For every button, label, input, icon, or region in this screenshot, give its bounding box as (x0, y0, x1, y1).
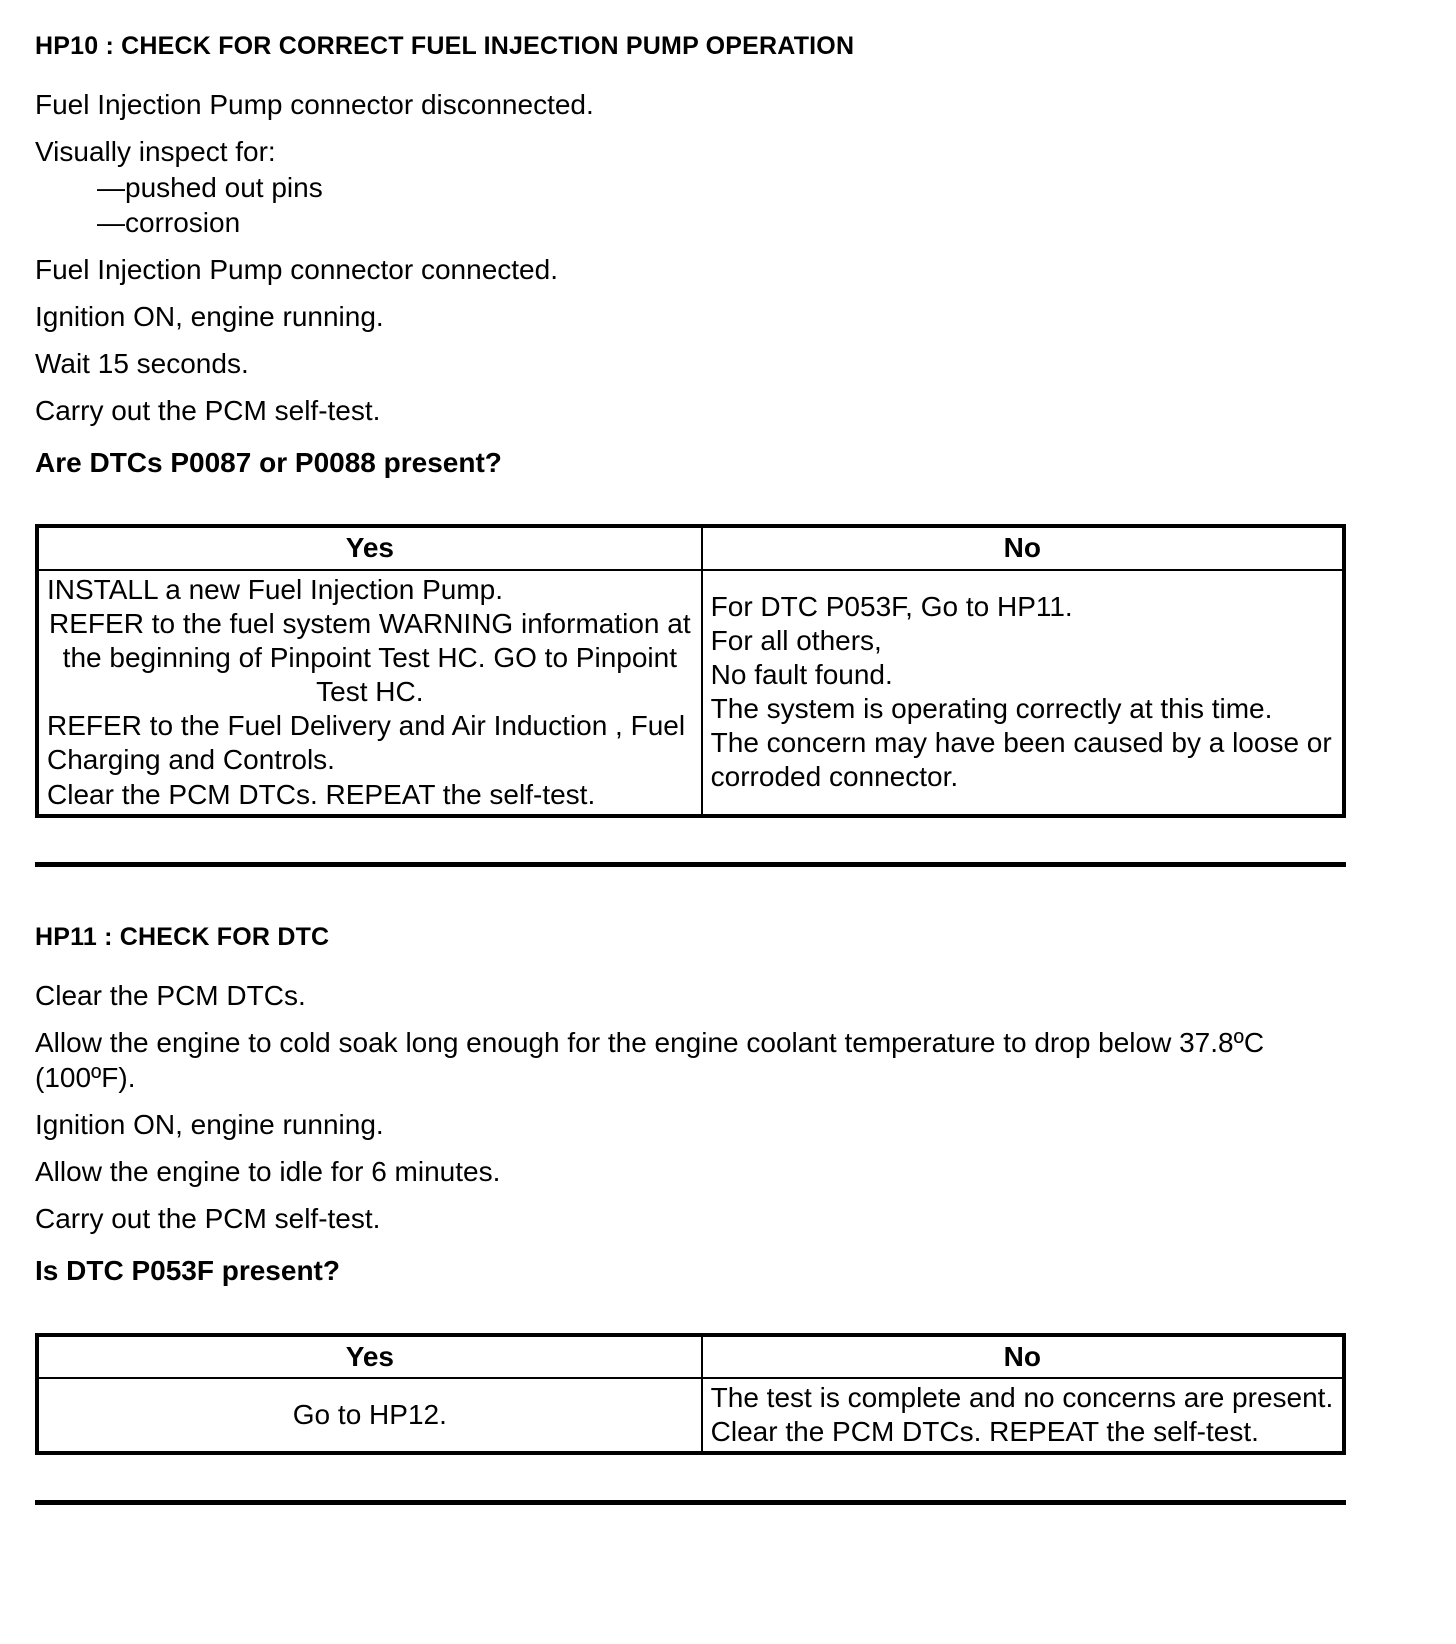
hp11-no-cell (702, 1378, 1344, 1453)
hp10-decision-table (35, 524, 1346, 817)
hp10-yes-text-3: REFER to the Fuel Delivery and Air Induction , Fuel Charging and Controls. (47, 710, 686, 776)
hp10-yes-text-4: Clear the PCM DTCs. REPEAT the self-test. (47, 778, 596, 810)
section-divider (35, 862, 1346, 867)
hp10-step-2: Visually inspect for: (35, 135, 276, 167)
hp11-no-header: No (702, 1335, 1344, 1378)
hp11-step-4: Allow the engine to idle for 6 minutes. (35, 1156, 501, 1188)
hp11-table-header-row (37, 1335, 1344, 1378)
hp11-step-5: Carry out the PCM self-test. (35, 1202, 381, 1234)
hp10-table-body-row (37, 570, 1344, 816)
hp10-step-3: Fuel Injection Pump connector connected. (35, 254, 558, 286)
hp11-decision-table (35, 1333, 1346, 1455)
hp11-step-1: Clear the PCM DTCs. (35, 979, 306, 1011)
hp10-inspect-item-1: —pushed out pins (97, 171, 323, 203)
hp10-step-4: Ignition ON, engine running. (35, 301, 384, 333)
hp10-no-cell (702, 570, 1344, 816)
hp10-title: HP10 : CHECK FOR CORRECT FUEL INJECTION PUMP OPERATION (35, 32, 855, 60)
bottom-divider (35, 1500, 1346, 1505)
hp10-yes-header: Yes (37, 526, 702, 569)
hp11-table-body-row (37, 1378, 1344, 1453)
section-hp10 (35, 32, 1346, 818)
hp10-yes-text-2: REFER to the fuel system WARNING information at the beginning of Pinpoint Test HC. GO to Pinpoint Test HC. (49, 607, 691, 708)
hp11-no-text-1: The test is complete and no concerns are present. (710, 1381, 1334, 1413)
hp10-yes-text-1: INSTALL a new Fuel Injection Pump. (47, 573, 503, 605)
hp10-no-text-4: The system is operating correctly at this time. (710, 693, 1273, 725)
hp10-question: Are DTCs P0087 or P0088 present? (35, 446, 502, 478)
hp10-no-text-5: The concern may have been caused by a loose or corroded connector. (710, 727, 1332, 793)
hp10-no-text-2: For all others, (710, 624, 882, 656)
hp11-question: Is DTC P053F present? (35, 1254, 340, 1286)
hp11-title: HP11 : CHECK FOR DTC (35, 922, 330, 951)
hp10-step-1: Fuel Injection Pump connector disconnected. (35, 89, 594, 120)
hp11-no-text-2: Clear the PCM DTCs. REPEAT the self-test. (710, 1415, 1259, 1447)
hp10-inspect-item-2: —corrosion (97, 207, 241, 239)
hp11-yes-cell: Go to HP12. (37, 1378, 702, 1453)
hp11-step-2: Allow the engine to cold soak long enough for the engine coolant temperature to drop below 37.8ºC (100ºF). (35, 1026, 1265, 1094)
hp10-no-text-3: No fault found. (710, 659, 893, 690)
hp11-yes-header: Yes (37, 1335, 702, 1378)
hp10-no-text-1: For DTC P053F, Go to HP11. (710, 590, 1073, 622)
hp11-step-3: Ignition ON, engine running. (35, 1109, 384, 1141)
hp10-no-header: No (702, 526, 1344, 569)
hp10-step-5: Wait 15 seconds. (35, 347, 249, 379)
hp10-step-6: Carry out the PCM self-test. (35, 394, 381, 426)
hp10-yes-cell (37, 570, 702, 816)
section-hp11 (35, 923, 1346, 1455)
hp10-table-header-row (37, 526, 1344, 569)
